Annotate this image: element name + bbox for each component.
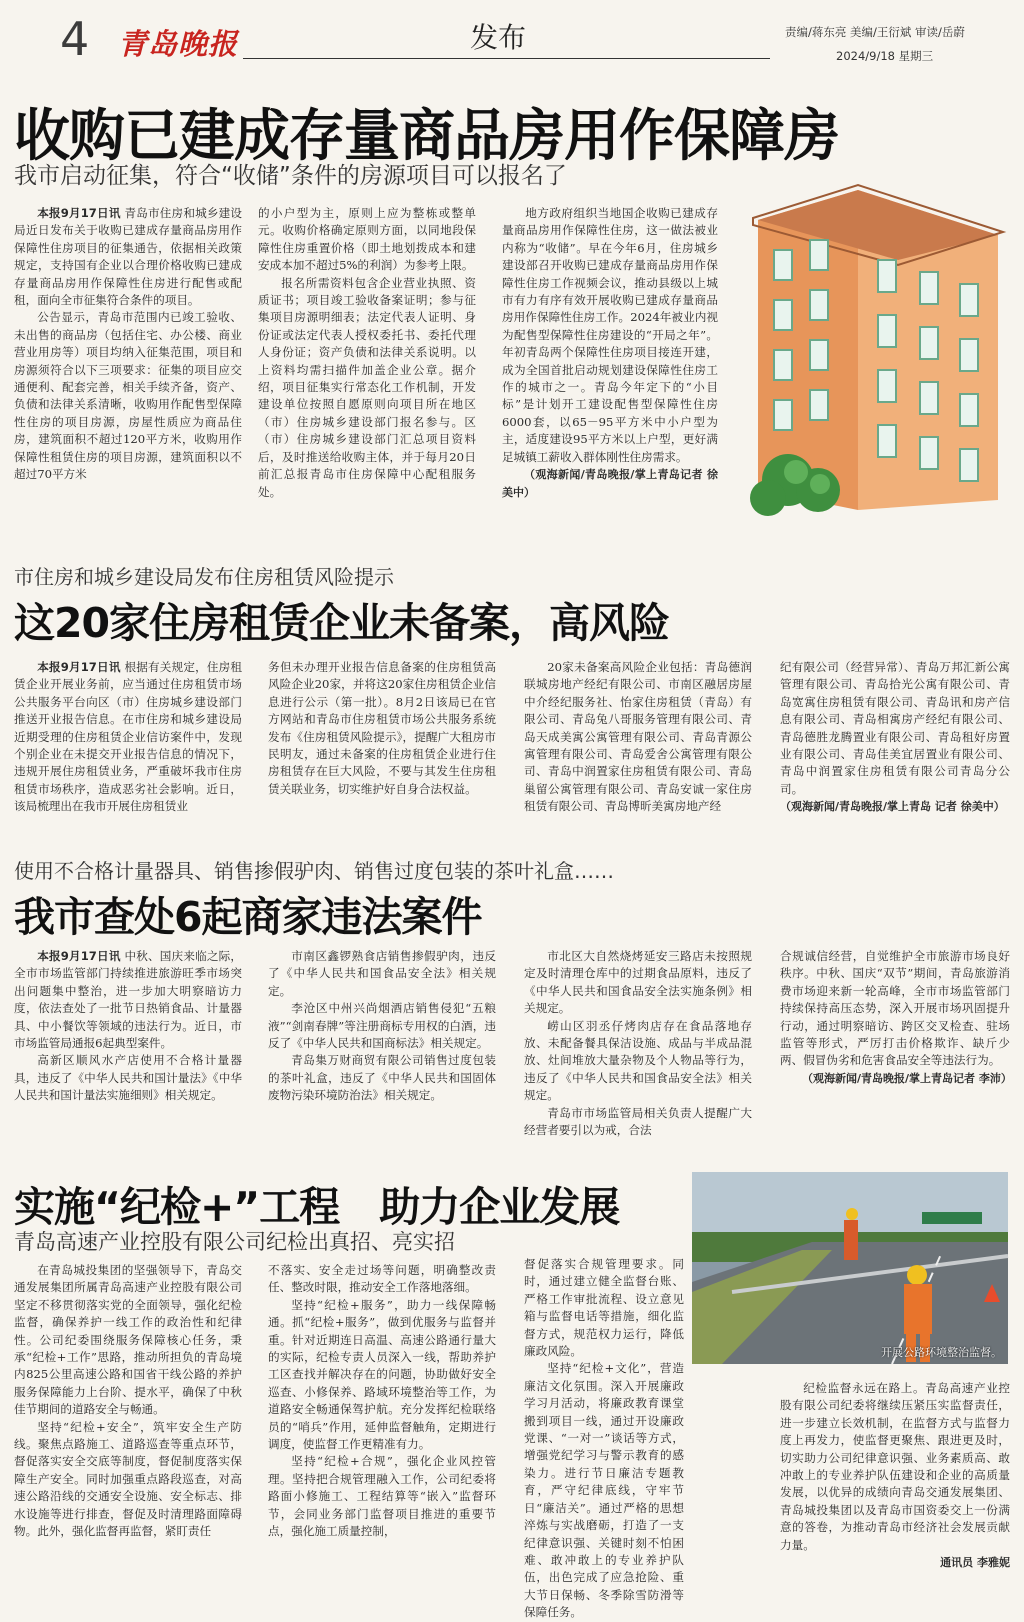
article3-col3: 市北区大自然烧烤延安三路店未按照规定及时清理仓库中的过期食品原料，违反了《中华人民共和国食品安全法实施条例》相关规定。 崂山区羽丞仔烤肉店存在食品落地存放、未配备餐具保洁设施、成品与半成品混放、灶间堆放大量杂物及个人物品等行为，违反了《中华人民共和国食品安全法》相关规定。 青岛市市场监管局相关负责人提醒广大经营者要引以为戒，合法 <box>524 949 752 1138</box>
article2-kicker: 市住房和城乡建设局发布住房租赁风险提示 <box>14 565 394 589</box>
article2-lead: 本报9月17日讯 <box>37 660 121 674</box>
article3-col2: 市南区鑫锣熟食店销售掺假驴肉，违反了《中华人民共和国食品安全法》相关规定。 李沧区中州兴尚烟酒店销售侵犯“五粮液”“剑南春牌”等注册商标专用权的白酒，违反了《中华人民共和国商标法》相关规定。 青岛集万财商贸有限公司销售过度包装的茶叶礼盒，违反了《中华人民共和国固体废物污染环境防治法》相关规定。 <box>268 949 496 1103</box>
article3-col1: 本报9月17日讯 中秋、国庆来临之际，全市市场监管部门持续推进旅游旺季市场突出问题集中整治，进一步加大明察暗访力度，依法查处了一批节日热销食品、计量器具、中小餐饮等领域的违法行为。近日，市市场监管局通报6起典型案件。 高新区顺风水产店使用不合格计量器具，违反了《中华人民共和国计量法》《中华人民共和国计量法实施细则》相关规定。 <box>14 949 242 1103</box>
article4-col3: 督促落实合规管理要求。同时，通过建立健全监督台账、严格工作审批流程、设立意见箱与监督电话等措施，细化监督方式，规范权力运行，降低廉政风险。 坚持“纪检+文化”，营造廉洁文化氛围。深入开展廉政学习月活动，将廉政教育课堂搬到项目一线，通过开设廉政党课、“一对一”谈话等方式，增强党纪学习与警示教育的感染力。进行节日廉洁专题教育，严守纪律底线，守牢节日“廉洁关”。通过严格的思想淬炼与实战磨砺，打造了一支纪律意识强、关键时刻不怕困难、敢冲敢上的专业养护队伍，出色完成了应急抢险、重大节日保畅、冬季除雪防滑等保障任务。 <box>524 1257 684 1620</box>
article2-title: 这20家住房租赁企业未备案，高风险 <box>14 599 670 647</box>
article1-col2: 的小户型为主，原则上应为整栋或整单元。收购价格确定原则方面，以同地段保障性住房重置价格（即土地划拨成本和建安成本加不超过5%的利润）为参考上限。 报名所需资料包含企业营业执照、资质证书；项目竣工验收备案证明；参与征集项目房源明细表；法定代表人证明、身份证或法定代表人授权委托书、委托代理人身份证；资产负债和法律关系说明。以上资料均需扫描件加盖企业公章。据介绍，项目征集实行常态化工作机制，开发建设单位按照自愿原则向项目所在地区（市）住房城乡建设部门报名参与。区（市）住房城乡建设部门汇总项目资料后，及时推送给收购主体，并于每月20日前汇总报青岛市住房保障中心配租服务处。 <box>258 206 476 499</box>
article4-title: 实施“纪检+”工程 助力企业发展 <box>14 1183 620 1231</box>
article1-title: 收购已建成存量商品房用作保障房 <box>14 104 839 169</box>
issue-date: 2024/9/18 星期三 <box>836 49 934 63</box>
article1-col3: 地方政府组织当地国企收购已建成存量商品房用作保障性住房，这一做法被业内称为“收储”。早在今年6月，住房城乡建设部召开收购已建成存量商品房用作保障性住房工作视频会议，推动县级以上城市有力有序有效开展收购已建成存量商品房用作保障性住房工作。2024年被业内视为配售型保障性住房建设的“开局之年”。年初青岛两个保障性住房项目接连开建，成为全国首批启动规划建设保障性住房工作的城市之一。青岛今年定下的“小目标”是计划开工建设配售型保障性住房6000套，以65－95平方米中小户型为主，适度建设95平方米以上户型，更好满足城镇工薪收入群体刚性住房需求。 （观海新闻/青岛晚报/掌上青岛记者 徐美中） <box>502 206 718 499</box>
section-title: 发布 <box>470 21 527 54</box>
article2-col2: 务但未办理开业报告信息备案的住房租赁高风险企业20家，并将这20家住房租赁企业信息进行公示（第一批）。8月2日该局已在官方网站和青岛市住房租赁市场公共服务系统发布《住房租赁风险提示》，提醒广大租房市民明友，通过未备案的住房租赁企业进行住房租赁存在巨大风险，不要与其发生住房租赁关联业务，切实维护好自身合法权益。 <box>268 660 496 796</box>
article3-kicker: 使用不合格计量器具、销售掺假驴肉、销售过度包装的茶叶礼盒…… <box>14 859 614 883</box>
article2-col1: 本报9月17日讯 根据有关规定，住房租赁企业开展业务前，应当通过住房租赁市场公共服务平台向区（市）住房城乡建设部门推送开业报告信息。在市住房和城乡建设局近期受理的住房租赁企业信访案件中，发现个别企业在未提交开业报告信息的情况下，违规开展住房租赁业务，严重破坏我市住房租赁市场秩序，造成恶劣社会影响。近日，该局梳理出在我市开展住房租赁业 <box>14 660 242 814</box>
article4-col2: 不落实、安全走过场等问题，明确整改责任、整改时限，推动安全工作落地落细。 坚持“纪检+服务”，助力一线保障畅通。抓“纪检+服务”，做到优服务与监督并重。针对近期连日高温、高速公路通行量大的实际，纪检专责人员深入一线，帮助养护工区查找并解决存在的问题，协助做好安全巡查、小修保养、路域环境整治等工作，为道路安全畅通保驾护航。充分发挥纪检联络员的“哨兵”作用，延伸监督触角，定期进行调度，使监督工作更精准有力。 坚持“纪检+合规”，强化企业风控管理。坚持把合规管理融入工作，公司纪委将路面小修施工、工程结算等“嵌入”监督环节，会同业务部门监督项目推进的重要节点，强化施工质量控制， <box>268 1263 496 1539</box>
page-number: 4 <box>60 12 90 66</box>
article1-subtitle: 我市启动征集，符合“收储”条件的房源项目可以报名了 <box>14 163 567 189</box>
article2-col4: 纪有限公司（经营异常）、青岛万邦汇新公寓管理有限公司、青岛拾光公寓有限公司、青岛宽寓住房租赁有限公司、青岛讯和房产信息有限公司、青岛相寓房产经纪有限公司、青岛德胜龙腾置业有限公司、青岛租好房置业有限公司、青岛佳美宜居置业有限公司、青岛中润置家住房租赁有限公司青岛分公司。 （观海新闻/青岛晚报/掌上青岛 记者 徐美中） <box>780 660 1010 814</box>
article4-col1: 在青岛城投集团的坚强领导下，青岛交通发展集团所属青岛高速产业控股有限公司坚定不移贯彻落实党的全面领导，强化纪检监督，确保养护一线工作的政治性和纪律性。公司纪委围绕服务保障核心任务，秉承“纪检+工作”思路，推动所担负的青岛境内825公里高速公路和国省干线公路的养护服务保障能力上台阶、提水平，确保了中秋佳节期间的道路安全与畅通。 坚持“纪检+安全”，筑牢安全生产防线。聚焦点路施工、道路巡查等重点环节，督促落实安全交底等制度，督促制度落实保障生产安全。同时加强重点路段巡查，对高速公路沿线的交通安全设施、安全标志、排水设施等进行排查，督促及时清理路面障碍物。此外，强化监督再监督，紧盯责任 <box>14 1263 242 1539</box>
article3-lead: 本报9月17日讯 <box>37 949 121 963</box>
highway-worker-photo <box>692 1172 1008 1364</box>
header-rule <box>243 58 770 59</box>
photo-caption: 开展公路环境整治监督。 <box>881 1346 1002 1359</box>
apartment-building-illustration <box>748 180 1018 520</box>
article4-col4: 纪检监督永远在路上。青岛高速产业控股有限公司纪委将继续压紧压实监督责任，进一步建立长效机制，在监督方式与监督力度上再发力，使监督更聚焦、跟进更及时，切实助力公司纪律意识强、业务素质高、敢冲敢上的专业养护队伍建设和企业的高质量发展，以优异的成绩向青岛交通发展集团、青岛城投集团以及青岛市国资委交上一份满意的答卷，为推动青岛市经济社会发展贡献力量。 通讯员 李雅妮 <box>780 1381 1010 1570</box>
editors-credit: 责编/蒋东亮 美编/王衍斌 审读/岳蔚 <box>785 25 965 39</box>
article4-subtitle: 青岛高速产业控股有限公司纪检出真招、亮实招 <box>14 1230 455 1254</box>
newspaper-logo: 青岛晚报 <box>118 27 239 61</box>
article2-col3: 20家未备案高风险企业包括：青岛德润联城房地产经纪有限公司、市南区融居房屋中介经纪服务社、怡家住房租赁（青岛）有限公司、青岛兔八哥服务管理有限公司、青岛天成美寓公寓管理有限公司、青岛青源公寓管理有限公司、青岛爱舍公寓管理有限公司、青岛中润置家住房租赁有限公司、青岛巢留公寓管理有限公司、青岛安诚一家住房租赁有限公司、青岛博昕美寓房地产经 <box>524 660 752 814</box>
article1-lead: 本报9月17日讯 <box>37 206 121 220</box>
article3-col4: 合规诚信经营，自觉维护全市旅游市场良好秩序。中秋、国庆“双节”期间，青岛旅游消费市场迎来新一轮高峰，全市市场监管部门持续保持高压态势，深入开展市场巩固提升行动，通过明察暗访、跨区交叉检查、驻场监管等形式，严厉打击价格欺诈、缺斤少两、假冒伪劣和危害食品安全等违法行为。 （观海新闻/青岛晚报/掌上青岛记者 李沛） <box>780 949 1012 1085</box>
article1-col1: 本报9月17日讯 青岛市住房和城乡建设局近日发布关于收购已建成存量商品房用作保障性住房项目的征集通告，依据相关政策规定，支持国有企业以合理价格收购已建成存量商品房用作保障性住房进行配售或配租，面向全市征集符合条件的项目。 公告显示，青岛市范围内已竣工验收、未出售的商品房（包括住宅、办公楼、商业营业用房等）项目均纳入征集范围，项目和房源须符合以下三项要求：征集的项目应交通便利、配套完善，相关手续齐备，资产、负债和法律关系清晰，收购用作配售型保障性住房的项目房源，房屋性质应为商品住房，建筑面积不超过120平方米，收购用作保障性租赁住房的项目房源，建筑面积以不超过70平方米 <box>14 206 242 482</box>
article3-title: 我市查处6起商家违法案件 <box>14 893 482 941</box>
